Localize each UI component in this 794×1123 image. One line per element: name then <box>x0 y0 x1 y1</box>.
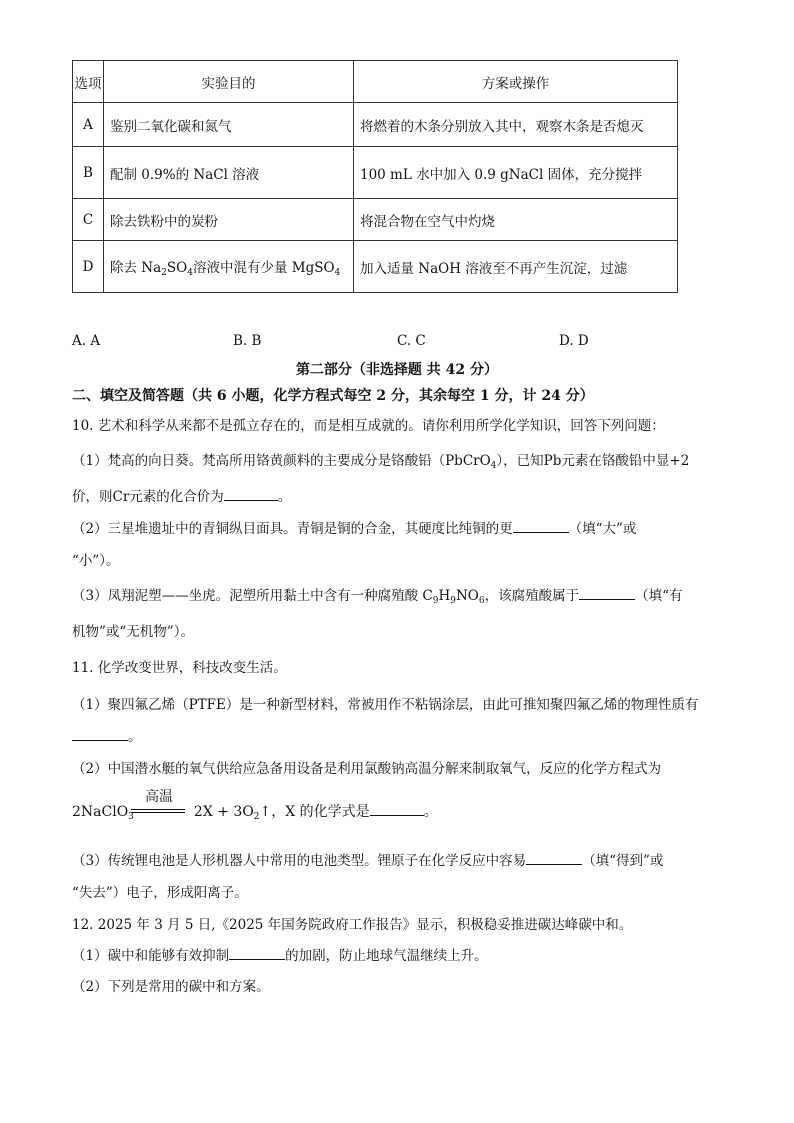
table-row <box>73 241 678 293</box>
table-row <box>73 147 678 199</box>
answer-blank[interactable] <box>72 728 128 741</box>
answer-blank[interactable] <box>526 852 582 865</box>
choice-b[interactable]: B. B <box>233 333 262 349</box>
q10-stem: 10. 艺术和科学从来都不是孤立存在的，而是相互成就的。请你利用所学化学知识，回答下列问题： <box>72 418 665 434</box>
table-header-row <box>73 61 678 103</box>
section-title: 二、填空及简答题（共 6 小题，化学方程式每空 2 分，其余每空 1 分，计 24 分） <box>72 388 594 404</box>
q12-stem: 12. 2025 年 3 月 5 日,《2025 年国务院政府工作报告》显示，积极稳妥推进碳达峰碳中和。 <box>72 917 633 933</box>
q11-part1-line2: 。 <box>72 725 142 745</box>
reaction-condition: 高温 <box>145 789 173 805</box>
answer-blank[interactable] <box>370 803 424 816</box>
q12-part1: （1）碳中和能够有效抑制 的加剧，防止地球气温继续上升。 <box>72 948 488 964</box>
q10-part2-line2: “小”）。 <box>72 553 120 569</box>
q11-equation: 2NaClO$_3$ $2X + 3O_2↑$，X 的化学式是 。 <box>72 804 438 822</box>
q11-part2-line1: （2）中国潜水艇的氧气供给应急备用设备是利用氯酸钠高温分解来制取氧气，反应的化学方程式为 <box>72 761 662 777</box>
header-method: 方案或操作 <box>354 61 678 103</box>
q11-part3-line2: “失去”）电子，形成阳离子。 <box>72 885 248 901</box>
answer-blank[interactable] <box>513 520 569 533</box>
header-option: 选项 <box>73 61 104 103</box>
row-option: D <box>73 241 104 293</box>
q10-part3-line2: 机物”或“无机物”）。 <box>72 624 194 640</box>
q10-part2-line1: （2）三星堆遗址中的青铜纵目面具。青铜是铜的合金，其硬度比纯铜的更 （填“大”或 <box>72 521 637 537</box>
choice-d[interactable]: D. D <box>559 333 589 349</box>
part-two-title: 第二部分（非选择题 共 42 分） <box>295 362 499 378</box>
row-option: A <box>73 103 104 147</box>
row-method: 将燃着的木条分别放入其中，观察木条是否熄灭 <box>354 103 678 147</box>
q10-part3-line1: （3）凤翔泥塑——坐虎。泥塑所用黏土中含有一种腐殖酸 $C_9H_9NO_6$，该腐殖酸属于 （填“有 <box>72 588 683 606</box>
row-method: 加入适量 NaOH 溶液至不再产生沉淀，过滤 <box>354 241 678 293</box>
row-option: C <box>73 199 104 241</box>
row-option: B <box>73 147 104 199</box>
choice-a[interactable]: A. A <box>72 333 101 349</box>
answer-blank[interactable] <box>579 587 635 600</box>
choice-c[interactable]: C. C <box>397 333 426 349</box>
row-goal: 除去铁粉中的炭粉 <box>104 199 354 241</box>
table-row <box>73 103 678 147</box>
options-table <box>72 60 678 293</box>
row-method: 将混合物在空气中灼烧 <box>354 199 678 241</box>
q11-part3-line1: （3）传统锂电池是人形机器人中常用的电池类型。锂原子在化学反应中容易 （填“得到”或 <box>72 853 664 869</box>
q11-stem: 11. 化学改变世界，科技改变生活。 <box>72 660 287 676</box>
header-goal: 实验目的 <box>104 61 354 103</box>
answer-blank[interactable] <box>229 947 285 960</box>
row-goal: 除去 $Na_2SO_4$溶液中混有少量 MgSO$_4$ <box>104 241 354 293</box>
q11-part1-line1: （1）聚四氟乙烯（PTFE）是一种新型材料，常被用作不粘锅涂层，由此可推知聚四氟乙烯的物理性质有 <box>72 697 699 713</box>
row-goal: 配制 0.9%的 NaCl 溶液 <box>104 147 354 199</box>
table-row <box>73 199 678 241</box>
row-method: 100 mL 水中加入 0.9 gNaCl 固体，充分搅拌 <box>354 147 678 199</box>
q12-part2: （2）下列是常用的碳中和方案。 <box>72 979 270 995</box>
q10-part1-line2: 价，则Cr元素的化合价为 。 <box>72 489 292 505</box>
row-goal: 鉴别二氧化碳和氮气 <box>104 103 354 147</box>
q10-part1-line1: （1）梵高的向日葵。梵高所用铬黄颜料的主要成分是铬酸铅（PbCrO$_4$），已知Pb元素在铬酸铅中显+2 <box>72 453 690 471</box>
answer-blank[interactable] <box>224 488 278 501</box>
